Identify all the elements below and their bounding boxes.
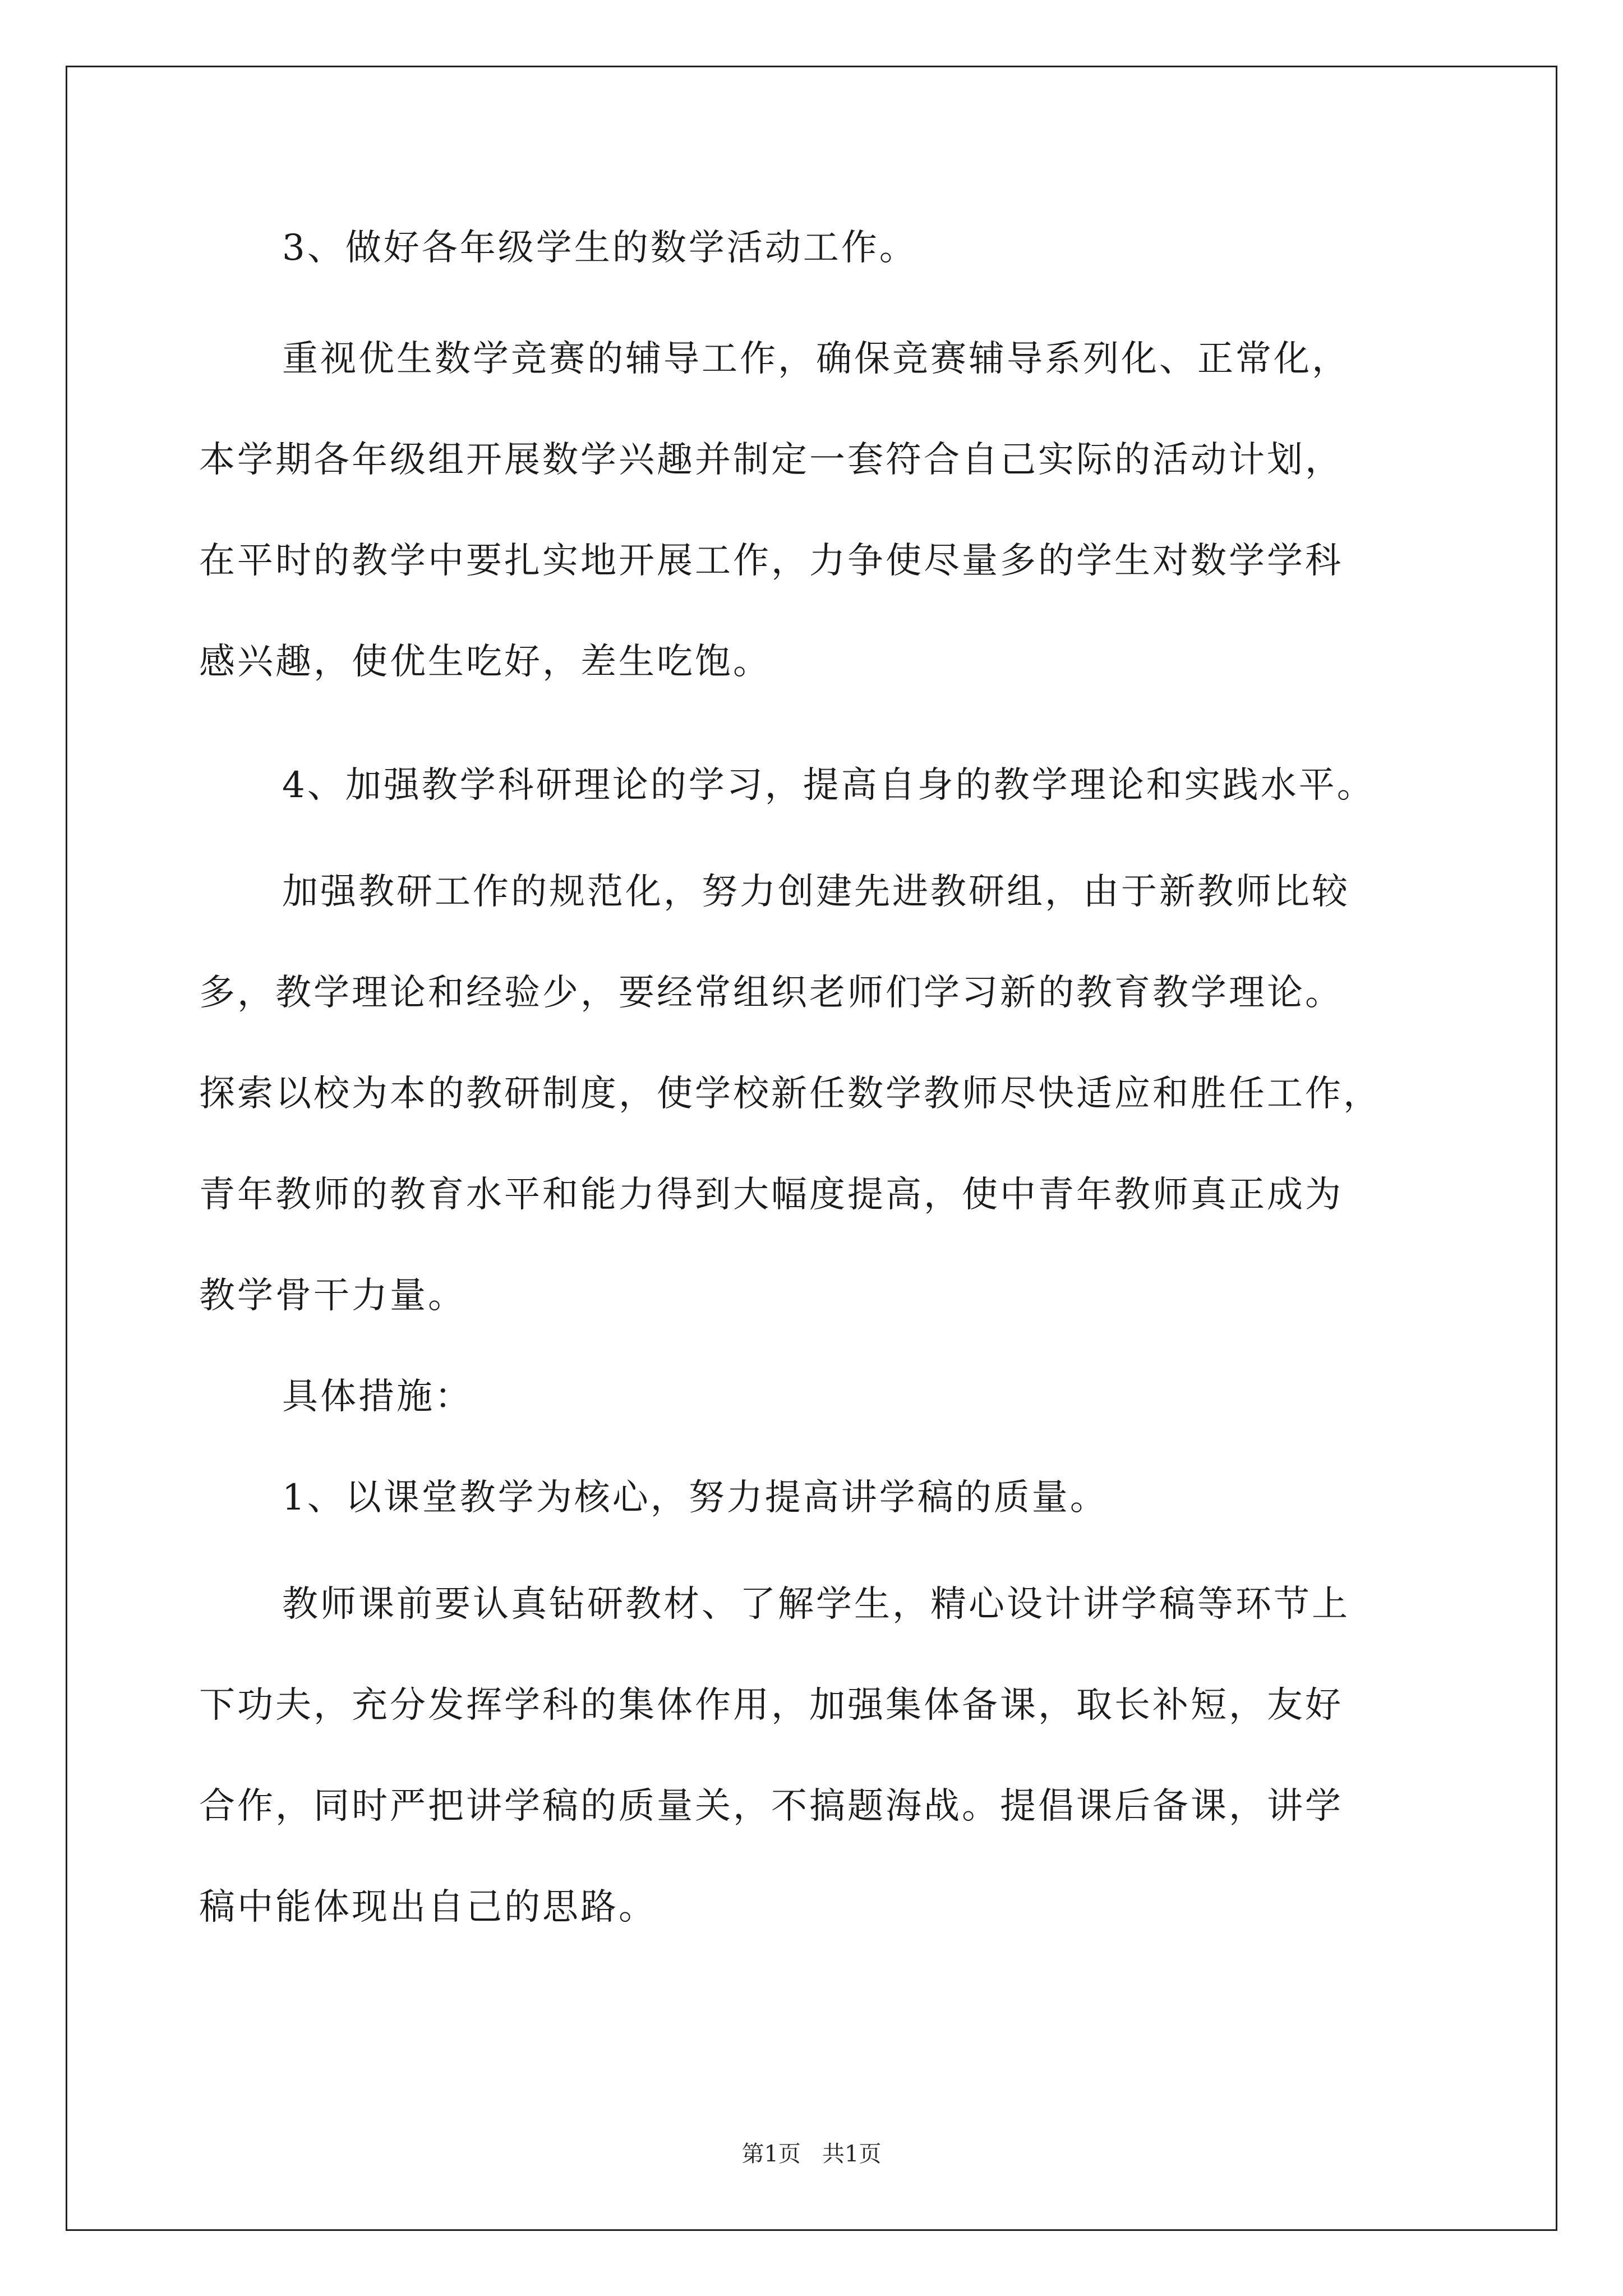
list-item-heading: 1、以课堂教学为核心，努力提高讲学稿的质量。	[282, 1477, 1108, 1519]
paragraph-line: 下功夫，充分发挥学科的集体作用，加强集体备课，取长补短，友好	[199, 1685, 1343, 1726]
paragraph-line: 感兴趣，使优生吃好，差生吃饱。	[199, 641, 771, 683]
paragraph-line: 加强教研工作的规范化，努力创建先进教研组，由于新教师比较	[282, 871, 1350, 913]
paragraph-line: 多，教学理论和经验少，要经常组织老师们学习新的教育教学理论。	[199, 972, 1343, 1014]
paragraph-line: 稿中能体现出自己的思路。	[199, 1887, 657, 1928]
paragraph-line: 在平时的教学中要扎实地开展工作，力争使尽量多的学生对数学学科	[199, 540, 1343, 582]
list-item-heading: 3、做好各年级学生的数学活动工作。	[282, 227, 917, 269]
section-label: 具体措施：	[282, 1376, 473, 1418]
paragraph-line: 本学期各年级组开展数学兴趣并制定一套符合自己实际的活动计划，	[199, 439, 1343, 481]
paragraph-line: 教师课前要认真钻研教材、了解学生，精心设计讲学稿等环节上	[282, 1584, 1350, 1625]
paragraph-line: 重视优生数学竞赛的辅导工作，确保竞赛辅导系列化、正常化，	[282, 338, 1350, 380]
list-item-heading: 4、加强教学科研理论的学习，提高自身的教学理论和实践水平。	[282, 765, 1375, 806]
paragraph-line: 合作，同时严把讲学稿的质量关，不搞题海战。提倡课后备课，讲学	[199, 1786, 1343, 1827]
page-number-footer: 第1页 共1页	[741, 2141, 882, 2167]
paragraph-line: 教学骨干力量。	[199, 1275, 466, 1317]
paragraph-line: 青年教师的教育水平和能力得到大幅度提高，使中青年教师真正成为	[199, 1174, 1343, 1216]
paragraph-line: 探索以校为本的教研制度，使学校新任数学教师尽快适应和胜任工作，	[199, 1073, 1381, 1115]
